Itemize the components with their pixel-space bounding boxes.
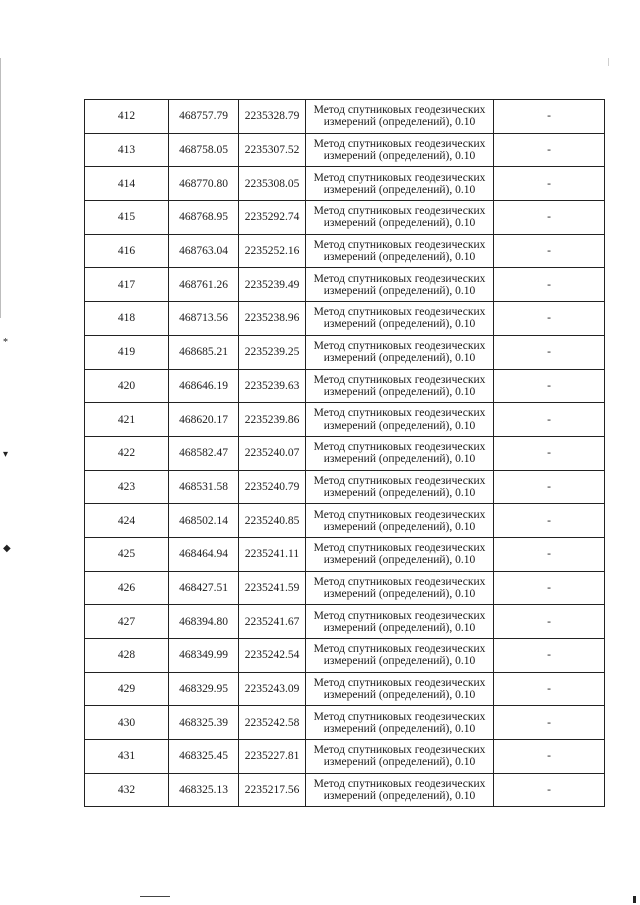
method-line: Метод спутниковых геодезических (313, 609, 486, 622)
y-coordinate-cell: 2235242.58 (239, 706, 306, 740)
table-row (85, 369, 605, 403)
x-coordinate-cell: 468464.94 (169, 537, 239, 571)
y-coordinate-cell: 2235217.56 (239, 773, 306, 807)
y-coordinate-cell: 2235242.54 (239, 639, 306, 673)
method-line: Метод спутниковых геодезических (313, 272, 486, 285)
method-cell (306, 369, 494, 403)
method-line: Метод спутниковых геодезических (313, 676, 486, 689)
coordinates-table (84, 99, 605, 807)
x-coordinate-cell: 468531.58 (169, 470, 239, 504)
method-line: измерений (определений), 0.10 (323, 385, 476, 398)
method-line: измерений (определений), 0.10 (323, 554, 476, 567)
method-line: Метод спутниковых геодезических (313, 137, 486, 150)
table-row (85, 639, 605, 673)
method-line: измерений (определений), 0.10 (323, 722, 476, 735)
method-line: Метод спутниковых геодезических (313, 441, 486, 454)
method-line: Метод спутниковых геодезических (313, 373, 486, 386)
method-cell (306, 672, 494, 706)
y-coordinate-cell: 2235241.67 (239, 605, 306, 639)
method-cell (306, 706, 494, 740)
scan-edge-line (0, 58, 1, 318)
point-number-cell: 430 (85, 706, 169, 740)
point-number-cell: 417 (85, 268, 169, 302)
table-row (85, 436, 605, 470)
x-coordinate-cell: 468325.39 (169, 706, 239, 740)
x-coordinate-cell: 468427.51 (169, 571, 239, 605)
method-cell (306, 403, 494, 437)
point-number-cell: 432 (85, 773, 169, 807)
mark-cell: - (494, 773, 605, 807)
y-coordinate-cell: 2235240.07 (239, 436, 306, 470)
method-line: измерений (определений), 0.10 (323, 116, 476, 129)
y-coordinate-cell: 2235240.79 (239, 470, 306, 504)
x-coordinate-cell: 468620.17 (169, 403, 239, 437)
y-coordinate-cell: 2235239.86 (239, 403, 306, 437)
table-row (85, 537, 605, 571)
method-cell (306, 470, 494, 504)
mark-cell: - (494, 470, 605, 504)
point-number-cell: 413 (85, 133, 169, 167)
mark-cell: - (494, 201, 605, 235)
y-coordinate-cell: 2235240.85 (239, 504, 306, 538)
y-coordinate-cell: 2235292.74 (239, 201, 306, 235)
point-number-cell: 415 (85, 201, 169, 235)
mark-cell: - (494, 100, 605, 134)
method-cell (306, 335, 494, 369)
method-cell (306, 571, 494, 605)
x-coordinate-cell: 468329.95 (169, 672, 239, 706)
x-coordinate-cell: 468325.45 (169, 740, 239, 774)
x-coordinate-cell: 468646.19 (169, 369, 239, 403)
method-line: измерений (определений), 0.10 (323, 689, 476, 702)
y-coordinate-cell: 2235252.16 (239, 234, 306, 268)
point-number-cell: 412 (85, 100, 169, 134)
mark-cell: - (494, 504, 605, 538)
table-row (85, 403, 605, 437)
table-row (85, 672, 605, 706)
method-line: измерений (определений), 0.10 (323, 419, 476, 432)
table-row (85, 740, 605, 774)
point-number-cell: 418 (85, 302, 169, 336)
x-coordinate-cell: 468757.79 (169, 100, 239, 134)
method-line: измерений (определений), 0.10 (323, 217, 476, 230)
method-line: измерений (определений), 0.10 (323, 621, 476, 634)
x-coordinate-cell: 468763.04 (169, 234, 239, 268)
point-number-cell: 425 (85, 537, 169, 571)
mark-cell: - (494, 740, 605, 774)
binding-hole-mark: * (3, 337, 8, 348)
method-line: измерений (определений), 0.10 (323, 790, 476, 803)
method-line: измерений (определений), 0.10 (323, 486, 476, 499)
table-row (85, 201, 605, 235)
point-number-cell: 427 (85, 605, 169, 639)
method-line: Метод спутниковых геодезических (313, 508, 486, 521)
y-coordinate-cell: 2235328.79 (239, 100, 306, 134)
table-row (85, 571, 605, 605)
binding-hole-mark: ▾ (3, 449, 9, 460)
mark-cell: - (494, 234, 605, 268)
point-number-cell: 428 (85, 639, 169, 673)
method-line: Метод спутниковых геодезических (313, 340, 486, 353)
x-coordinate-cell: 468394.80 (169, 605, 239, 639)
x-coordinate-cell: 468713.56 (169, 302, 239, 336)
method-cell (306, 133, 494, 167)
y-coordinate-cell: 2235239.49 (239, 268, 306, 302)
mark-cell: - (494, 571, 605, 605)
x-coordinate-cell: 468502.14 (169, 504, 239, 538)
mark-cell: - (494, 706, 605, 740)
scan-artifact (633, 896, 636, 903)
method-line: измерений (определений), 0.10 (323, 352, 476, 365)
table-body (85, 100, 605, 807)
mark-cell: - (494, 403, 605, 437)
y-coordinate-cell: 2235227.81 (239, 740, 306, 774)
table-row (85, 470, 605, 504)
table-row (85, 335, 605, 369)
y-coordinate-cell: 2235307.52 (239, 133, 306, 167)
table-row (85, 234, 605, 268)
table-row (85, 302, 605, 336)
point-number-cell: 429 (85, 672, 169, 706)
mark-cell: - (494, 605, 605, 639)
x-coordinate-cell: 468758.05 (169, 133, 239, 167)
method-line: Метод спутниковых геодезических (313, 104, 486, 117)
method-cell (306, 773, 494, 807)
y-coordinate-cell: 2235241.11 (239, 537, 306, 571)
x-coordinate-cell: 468349.99 (169, 639, 239, 673)
table-row (85, 504, 605, 538)
method-cell (306, 639, 494, 673)
point-number-cell: 420 (85, 369, 169, 403)
y-coordinate-cell: 2235308.05 (239, 167, 306, 201)
y-coordinate-cell: 2235241.59 (239, 571, 306, 605)
mark-cell: - (494, 672, 605, 706)
mark-cell: - (494, 639, 605, 673)
method-line: Метод спутниковых геодезических (313, 542, 486, 555)
point-number-cell: 416 (85, 234, 169, 268)
point-number-cell: 414 (85, 167, 169, 201)
method-cell (306, 537, 494, 571)
method-line: измерений (определений), 0.10 (323, 251, 476, 264)
method-line: Метод спутниковых геодезических (313, 710, 486, 723)
method-line: измерений (определений), 0.10 (323, 318, 476, 331)
point-number-cell: 421 (85, 403, 169, 437)
mark-cell: - (494, 133, 605, 167)
x-coordinate-cell: 468582.47 (169, 436, 239, 470)
method-line: измерений (определений), 0.10 (323, 520, 476, 533)
method-cell (306, 302, 494, 336)
footer-line (140, 896, 170, 897)
method-line: Метод спутниковых геодезических (313, 474, 486, 487)
scan-artifact (608, 58, 609, 66)
point-number-cell: 424 (85, 504, 169, 538)
method-cell (306, 268, 494, 302)
binding-hole-mark: ◆ (3, 543, 11, 554)
point-number-cell: 419 (85, 335, 169, 369)
x-coordinate-cell: 468325.13 (169, 773, 239, 807)
mark-cell: - (494, 268, 605, 302)
method-line: измерений (определений), 0.10 (323, 183, 476, 196)
x-coordinate-cell: 468770.80 (169, 167, 239, 201)
method-cell (306, 504, 494, 538)
method-cell (306, 234, 494, 268)
point-number-cell: 426 (85, 571, 169, 605)
method-cell (306, 201, 494, 235)
table-row (85, 773, 605, 807)
method-line: Метод спутниковых геодезических (313, 205, 486, 218)
method-line: измерений (определений), 0.10 (323, 150, 476, 163)
mark-cell: - (494, 167, 605, 201)
method-cell (306, 436, 494, 470)
method-line: Метод спутниковых геодезических (313, 643, 486, 656)
table-row (85, 605, 605, 639)
table-row (85, 167, 605, 201)
method-line: измерений (определений), 0.10 (323, 453, 476, 466)
x-coordinate-cell: 468685.21 (169, 335, 239, 369)
method-line: Метод спутниковых геодезических (313, 575, 486, 588)
table-row (85, 268, 605, 302)
method-line: Метод спутниковых геодезических (313, 171, 486, 184)
method-cell (306, 100, 494, 134)
y-coordinate-cell: 2235239.25 (239, 335, 306, 369)
method-line: измерений (определений), 0.10 (323, 284, 476, 297)
mark-cell: - (494, 436, 605, 470)
y-coordinate-cell: 2235239.63 (239, 369, 306, 403)
point-number-cell: 423 (85, 470, 169, 504)
y-coordinate-cell: 2235238.96 (239, 302, 306, 336)
y-coordinate-cell: 2235243.09 (239, 672, 306, 706)
mark-cell: - (494, 302, 605, 336)
method-cell (306, 167, 494, 201)
method-line: измерений (определений), 0.10 (323, 655, 476, 668)
method-cell (306, 740, 494, 774)
point-number-cell: 431 (85, 740, 169, 774)
method-line: Метод спутниковых геодезических (313, 306, 486, 319)
table-row (85, 133, 605, 167)
method-line: Метод спутниковых геодезических (313, 407, 486, 420)
method-cell (306, 605, 494, 639)
method-line: измерений (определений), 0.10 (323, 587, 476, 600)
method-line: измерений (определений), 0.10 (323, 756, 476, 769)
table-row (85, 706, 605, 740)
mark-cell: - (494, 369, 605, 403)
mark-cell: - (494, 537, 605, 571)
method-line: Метод спутниковых геодезических (313, 239, 486, 252)
method-line: Метод спутниковых геодезических (313, 778, 486, 791)
x-coordinate-cell: 468761.26 (169, 268, 239, 302)
method-line: Метод спутниковых геодезических (313, 744, 486, 757)
point-number-cell: 422 (85, 436, 169, 470)
mark-cell: - (494, 335, 605, 369)
x-coordinate-cell: 468768.95 (169, 201, 239, 235)
table-row (85, 100, 605, 134)
